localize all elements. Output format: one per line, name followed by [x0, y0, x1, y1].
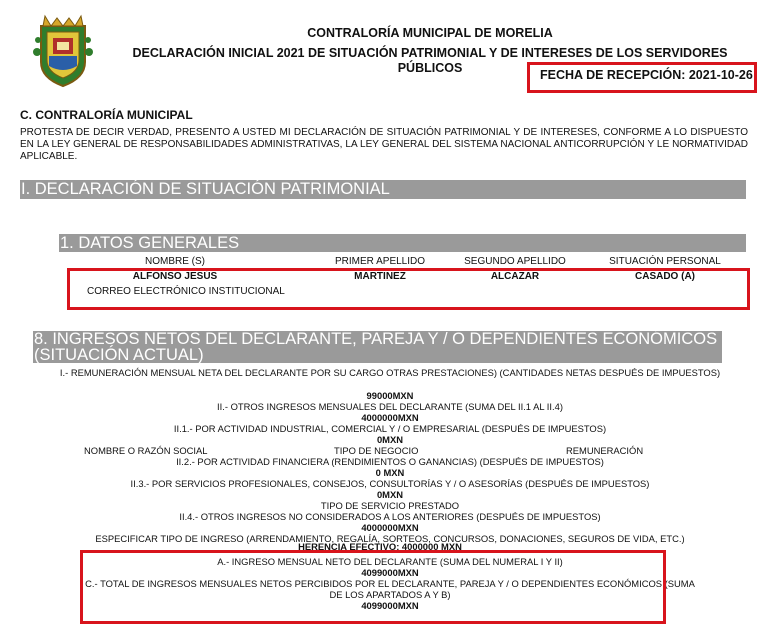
ingreso-ii-label: II.- OTROS INGRESOS MENSUALES DEL DECLARANTE (SUMA DEL II.1 AL II.4)	[217, 401, 563, 412]
header-primer-apellido: PRIMER APELLIDO	[334, 256, 426, 267]
header-situacion-personal: SITUACIÓN PERSONAL	[609, 256, 721, 267]
ingreso-a-value: 4099000MXN	[361, 567, 419, 578]
ingreso-ii3-label: II.3.- POR SERVICIOS PROFESIONALES, CONSEJOS, CONSULTORÍAS Y / O ASESORÍAS (DESPUÉS DE IMPUESTOS)	[130, 478, 650, 489]
ingreso-ii4-label: II.4.- OTROS INGRESOS NO CONSIDERADOS A LOS ANTERIORES (DESPUÉS DE IMPUESTOS)	[179, 511, 601, 522]
protesta-paragraph: PROTESTA DE DECIR VERDAD, PRESENTO A USTED MI DECLARACIÓN DE SITUACIÓN PATRIMONIAL Y DE INTERESES, CONFORME A LO DISPUESTO EN LA LEY GENERAL DE RESPONSABILIDADES ADMINISTRATIVAS, LA LEY GENERAL DEL SISTEMA NACIONAL ANTICORRUPCIÓN Y LE NORMATIVIDAD APLICABLE.	[20, 127, 748, 162]
ingreso-ii-value: 4000000MXN	[361, 412, 419, 423]
ingreso-ii3-sub: TIPO DE SERVICIO PRESTADO	[320, 500, 460, 511]
col-nombre-razon-social: NOMBRE O RAZÓN SOCIAL	[84, 445, 208, 456]
organization-title: CONTRALORÍA MUNICIPAL DE MORELIA	[307, 26, 553, 40]
ingreso-i-label: I.- REMUNERACIÓN MENSUAL NETA DEL DECLARANTE POR SU CARGO OTRAS PRESTACIONES) (CANTIDADES NETAS DESPUÉS DE IMPUESTOS)	[59, 367, 721, 378]
col-tipo-negocio: TIPO DE NEGOCIO	[334, 445, 419, 456]
ingreso-c-value: 4099000MXN	[361, 600, 419, 611]
fecha-recepcion-box: FECHA DE RECEPCIÓN: 2021-10-26	[527, 62, 757, 93]
col-remuneracion: REMUNERACIÓN	[566, 445, 644, 456]
value-segundo-apellido: ALCAZAR	[490, 271, 540, 282]
document-title: DECLARACIÓN INICIAL 2021 DE SITUACIÓN PATRIMONIAL Y DE INTERESES DE LOS SERVIDORES PÚBLICOS	[132, 46, 728, 75]
value-primer-apellido: MARTINEZ	[354, 271, 406, 282]
correo-label: CORREO ELECTRÓNICO INSTITUCIONAL	[87, 286, 285, 297]
value-situacion-personal: CASADO (A)	[635, 271, 695, 282]
ingreso-ii4-value: 4000000MXN	[361, 522, 419, 533]
section-band-datos-generales: 1. DATOS GENERALES	[59, 234, 746, 252]
ingreso-ii1-label: II.1.- POR ACTIVIDAD INDUSTRIAL, COMERCIAL Y / O EMPRESARIAL (DESPUÉS DE IMPUESTOS)	[173, 423, 607, 434]
ingreso-a-label: A.- INGRESO MENSUAL NETO DEL DECLARANTE (SUMA DEL NUMERAL I Y II)	[217, 556, 563, 567]
highlight-box-totales	[80, 550, 666, 624]
especificar-value: HERENCIA EFECTIVO: 4000000 MXN	[298, 543, 462, 550]
value-nombre: ALFONSO JESÚS	[132, 271, 218, 282]
section-c-title: C. CONTRALORÍA MUNICIPAL	[20, 108, 193, 122]
ingreso-ii2-label: II.2.- POR ACTIVIDAD FINANCIERA (RENDIMIENTOS O GANANCIAS) (DESPUÉS DE IMPUESTOS)	[176, 456, 604, 467]
ingreso-ii1-value: 0MXN	[376, 434, 404, 445]
especificar-label: ESPECIFICAR TIPO DE INGRESO (ARRENDAMIENTO, REGALÍA, SORTEOS, CONCURSOS, DONACIONES, SEGUROS DE VIDA, ETC.)	[95, 533, 685, 544]
header-nombre: NOMBRE (S)	[145, 256, 205, 267]
ingreso-ii3-value: 0MXN	[376, 489, 404, 500]
section-band-situacion-patrimonial: I. DECLARACIÓN DE SITUACIÓN PATRIMONIAL	[20, 180, 746, 199]
ingreso-ii2-value: 0 MXN	[375, 467, 405, 478]
municipal-coat-of-arms-icon	[33, 12, 93, 88]
ingreso-c-label: C.- TOTAL DE INGRESOS MENSUALES NETOS PERCIBIDOS POR EL DECLARANTE, PAREJA Y / O DEPENDIENTES ECONÓMICOS (SUMA DE LOS APARTADOS A Y B)	[85, 578, 695, 600]
header-segundo-apellido: SEGUNDO APELLIDO	[464, 256, 566, 267]
highlight-box-datos	[67, 268, 750, 310]
section-band-ingresos: 8. INGRESOS NETOS DEL DECLARANTE, PAREJA Y / O DEPENDIENTES ECONÓMICOS (SITUACIÓN ACTUAL)	[33, 331, 722, 363]
ingreso-i-value: 99000MXN	[366, 390, 414, 401]
